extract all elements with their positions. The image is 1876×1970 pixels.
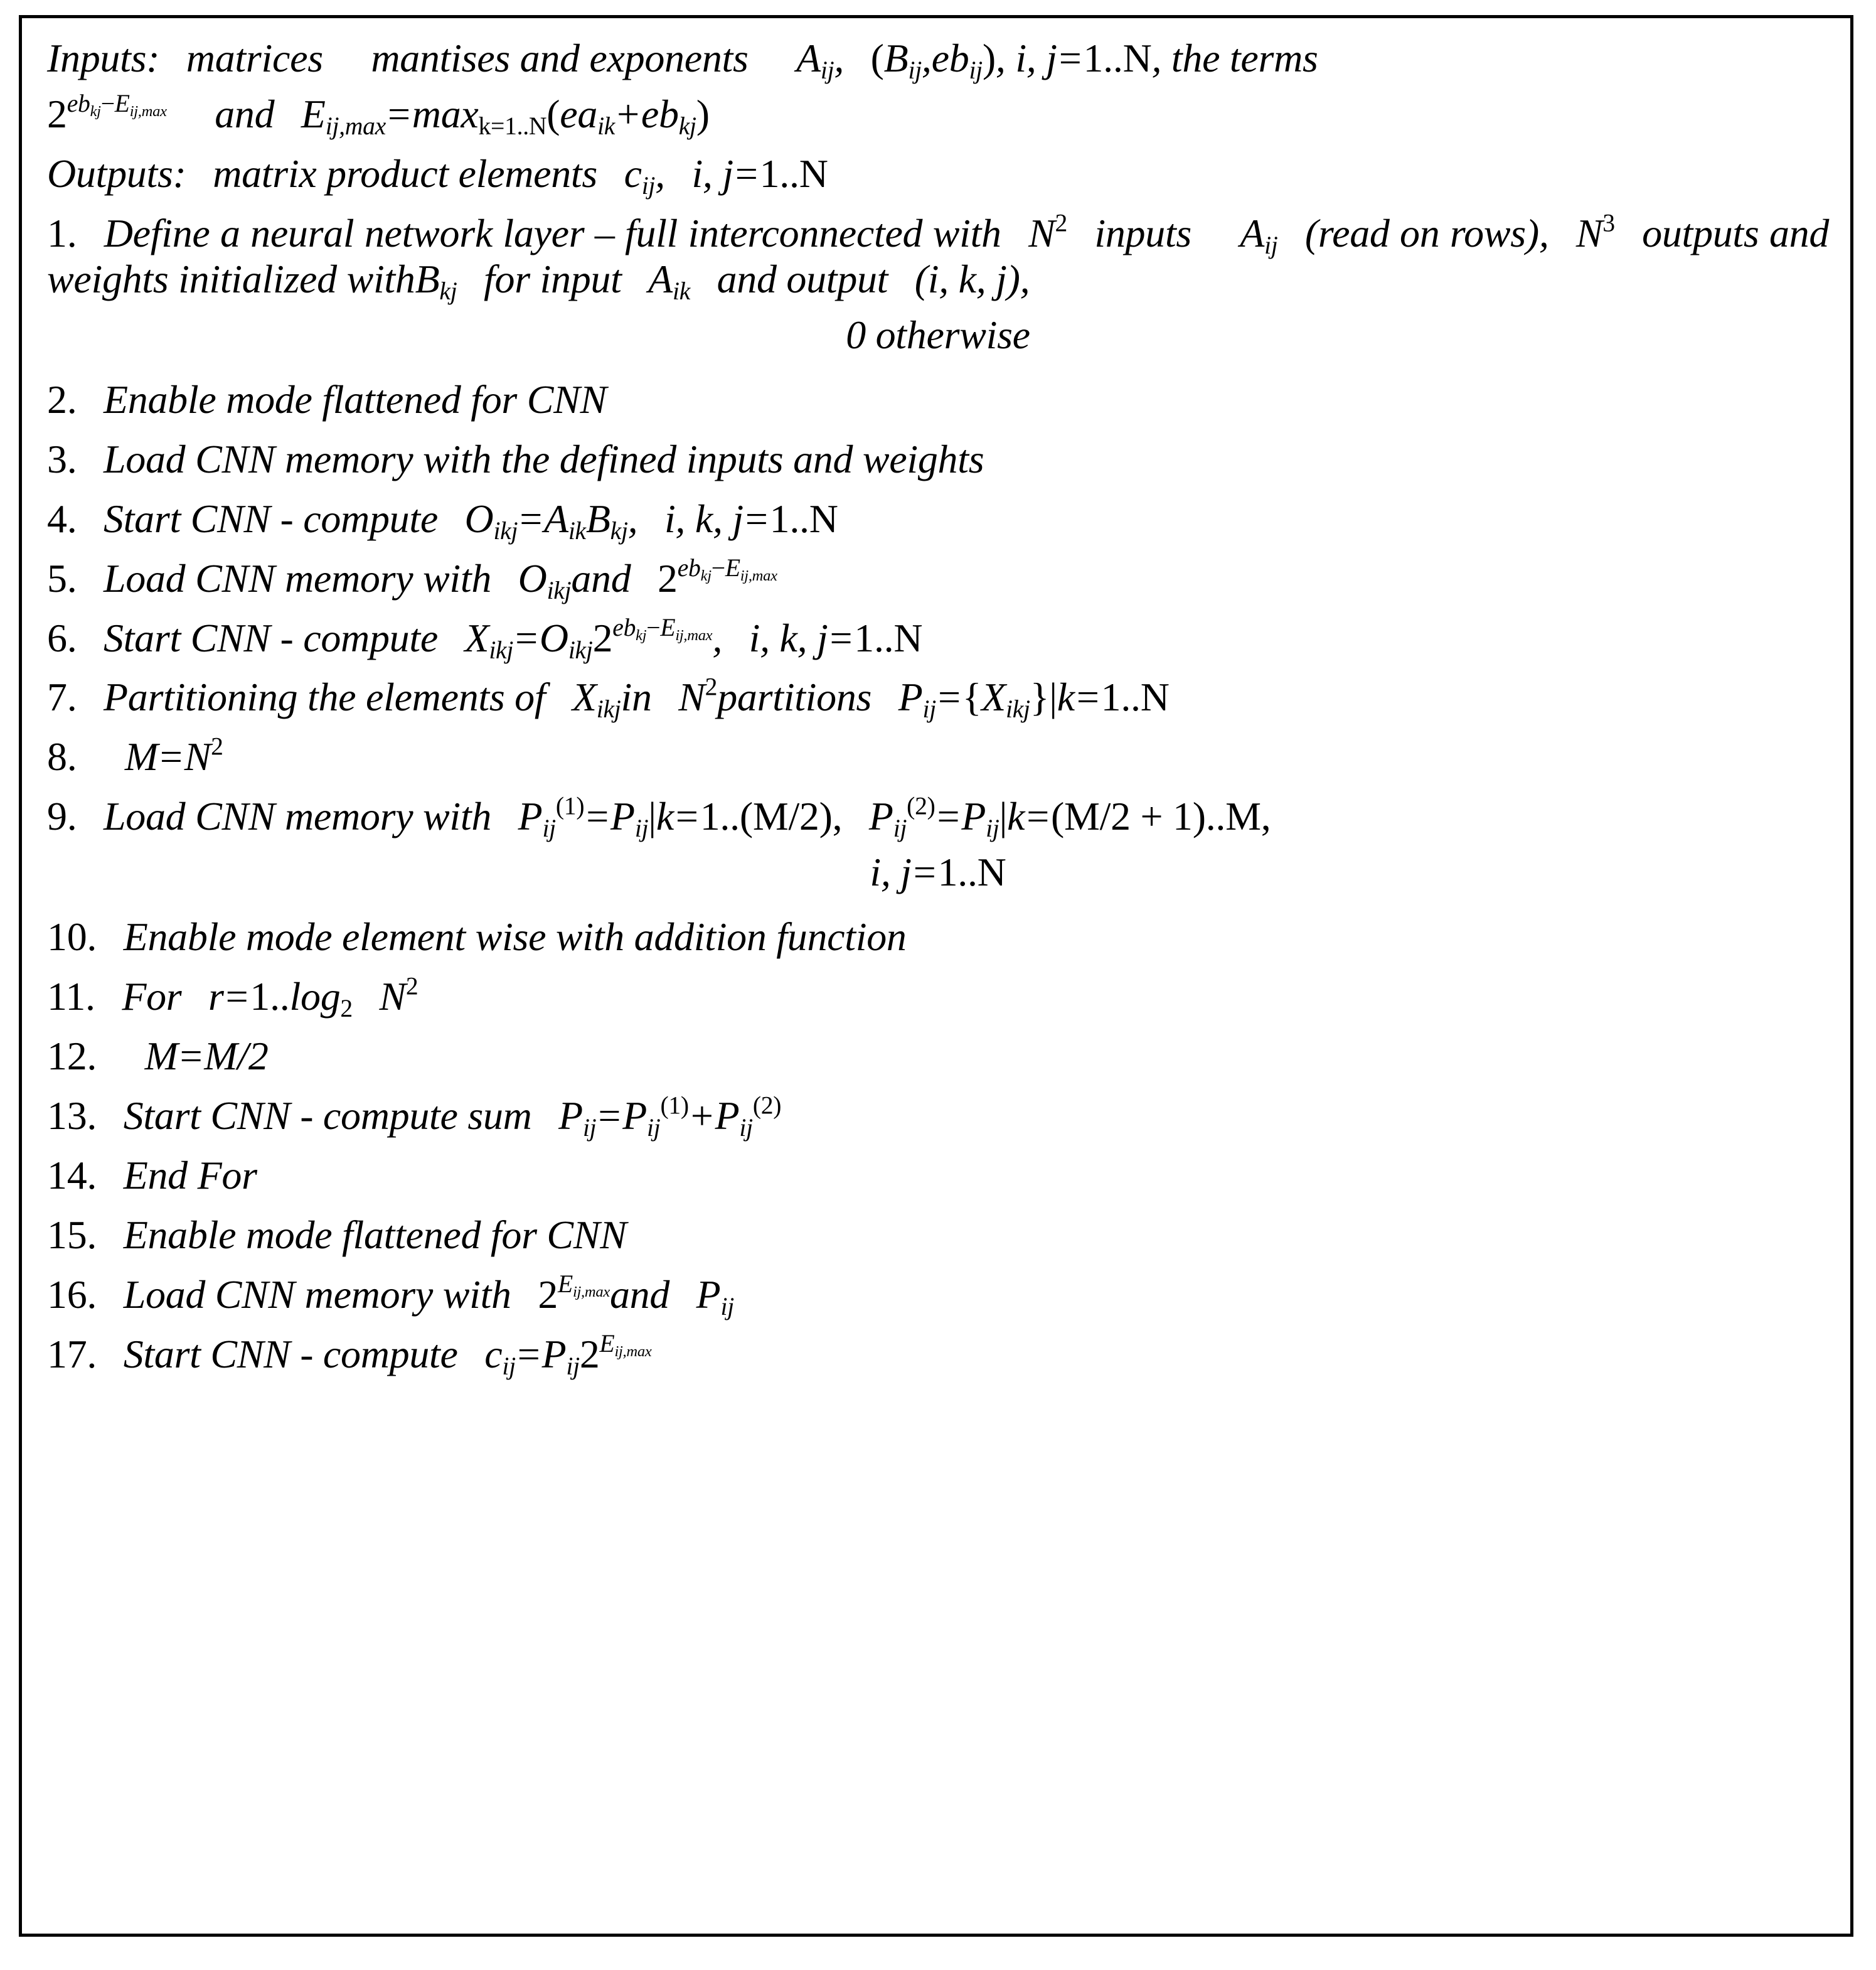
- step-6-base: 2: [592, 615, 613, 660]
- step-4: [47, 496, 1829, 545]
- step-1-n2-exp: 3: [1602, 209, 1615, 237]
- step-9-k-2: k: [1007, 794, 1025, 839]
- step-7-var-p-sub: ij: [922, 695, 936, 724]
- step-7-var-x-sub: ikj: [596, 695, 621, 724]
- step-11-start: 1..: [250, 974, 290, 1019]
- step-17-var-p-sub: ij: [566, 1352, 580, 1381]
- step-5-and: and: [571, 555, 631, 601]
- outputs-line: [47, 151, 1829, 200]
- step-8: [47, 734, 1829, 780]
- step-16-var-p-sub: ij: [720, 1293, 734, 1321]
- inputs-equals: =: [1058, 36, 1082, 80]
- inputs-tail: , the terms: [1151, 36, 1318, 80]
- step-5-var-o-sub: ikj: [546, 576, 572, 604]
- step-1-otherwise-text: 0 otherwise: [846, 312, 1030, 357]
- step-6-number: 6.: [47, 615, 77, 660]
- step-1-var-b-sub: kj: [439, 277, 457, 305]
- outputs-label: Outputs:: [47, 151, 186, 196]
- step-9-var-p1b: P: [610, 794, 635, 839]
- step-1-var-aik-sub: ik: [672, 277, 690, 305]
- algorithm-box: [19, 15, 1853, 1937]
- step-16-exponent: [558, 1270, 610, 1301]
- step-11-equals: =: [225, 974, 248, 1019]
- step-9: [47, 792, 1829, 843]
- step-4-number: 4.: [47, 496, 77, 541]
- step-16-exp-e: E: [558, 1270, 573, 1298]
- max-ea-sub: ik: [597, 112, 616, 141]
- step-7-equals: =: [938, 675, 961, 720]
- step-5-number: 5.: [47, 555, 77, 601]
- step-13-var-p-sub: ij: [582, 1114, 597, 1142]
- step-9-range-1: 1..(M/2),: [700, 794, 843, 839]
- step-11-text: For: [122, 974, 182, 1019]
- step-9-number: 9.: [47, 794, 77, 839]
- inputs-range: 1..N: [1083, 36, 1152, 80]
- step-11-n: N: [379, 974, 406, 1019]
- step-7-n-exp: 2: [705, 673, 718, 701]
- term-base: 2: [47, 91, 67, 136]
- e-var: E: [301, 91, 326, 136]
- step-9-equals-3: =: [937, 794, 960, 839]
- step-10: [47, 914, 1829, 960]
- step-13-var-p: P: [558, 1093, 583, 1138]
- max-ea: ea: [560, 91, 598, 136]
- step-7-text-c: partitions: [717, 675, 872, 720]
- step-1-var-a-sub: ij: [1264, 231, 1278, 259]
- and-word-terms: and: [215, 91, 275, 136]
- max-open: (: [546, 91, 560, 136]
- step-9-text: Load CNN memory with: [103, 794, 492, 839]
- outputs-var-c-sub: ij: [641, 172, 656, 200]
- step-17: [47, 1330, 1829, 1381]
- inputs-var-b-sub: ij: [908, 56, 922, 85]
- step-6-exponent: [612, 613, 713, 644]
- outputs-text: matrix product elements: [213, 151, 598, 196]
- step-5-text: Load CNN memory with: [103, 555, 492, 601]
- step-16-var-p: P: [696, 1272, 721, 1317]
- step-2-number: 2.: [47, 377, 77, 422]
- step-16-number: 16.: [47, 1272, 97, 1317]
- step-7-var-x: X: [572, 675, 597, 720]
- step-1: [47, 209, 1830, 305]
- step-13-plus: +: [690, 1093, 713, 1138]
- step-11-log: log: [289, 974, 341, 1019]
- step-6-var-x-sub: ikj: [489, 636, 514, 664]
- step-6-exp-minus: −: [646, 613, 661, 641]
- step-9-second-vars: i, j: [870, 850, 912, 895]
- inputs-var-a-sub: ij: [820, 56, 834, 85]
- max-close: ): [696, 91, 710, 136]
- step-5-exp-eb: eb: [677, 554, 701, 582]
- step-4-var-a-sub: ik: [568, 517, 586, 545]
- step-10-text: Enable mode element wise with addition function: [123, 914, 907, 960]
- step-13: [47, 1091, 1829, 1142]
- step-8-number: 8.: [47, 734, 77, 779]
- step-13-text: Start CNN - compute sum: [123, 1093, 532, 1138]
- step-12: [47, 1034, 1829, 1079]
- step-1-text-d: outputs and weights initialized with: [47, 210, 1830, 301]
- inputs-var-a: A: [796, 36, 821, 80]
- step-13-var-p2: P: [715, 1093, 740, 1138]
- step-9-k: k: [656, 794, 674, 839]
- step-1-n: N: [1028, 210, 1055, 255]
- step-11-log-base: 2: [340, 995, 353, 1023]
- inputs-line: [47, 36, 1829, 85]
- inputs-var-b: B: [883, 36, 909, 80]
- max-eb-sub: kj: [678, 112, 696, 141]
- step-1-var-b: B: [415, 256, 440, 301]
- step-17-var-c: c: [484, 1331, 503, 1376]
- inputs-var-eb: eb: [931, 36, 969, 80]
- step-6-range-vars: i, k, j: [749, 615, 828, 660]
- e-equals: =: [387, 91, 410, 136]
- step-13-var-p1-sup: (1): [660, 1091, 689, 1120]
- step-6-var-o: O: [539, 615, 568, 660]
- step-12-number: 12.: [47, 1034, 97, 1079]
- step-1-text-c: (read on rows),: [1304, 210, 1549, 255]
- step-12-var-m: M: [144, 1034, 178, 1079]
- step-15-text: Enable mode flattened for CNN: [123, 1213, 627, 1258]
- step-13-var-p2-sup: (2): [752, 1091, 782, 1120]
- step-1-text-e: for input: [484, 256, 622, 301]
- step-16-and: and: [609, 1272, 670, 1317]
- inputs-paren-open: (: [870, 36, 884, 80]
- terms-line: [47, 90, 1829, 141]
- step-4-var-b: B: [585, 496, 610, 541]
- step-9-second-equals: =: [913, 850, 936, 895]
- step-4-range: 1..N: [769, 496, 838, 541]
- step-8-n: N: [184, 734, 211, 779]
- step-16-text: Load CNN memory with: [123, 1272, 511, 1317]
- step-6-equals: =: [515, 615, 538, 660]
- step-9-var-p2-sup: (2): [907, 792, 935, 820]
- step-13-equals: =: [598, 1093, 621, 1138]
- step-1-var-a: A: [1240, 210, 1265, 255]
- step-7-text-b: in: [621, 675, 652, 720]
- inputs-text-mantises: mantises and exponents: [371, 36, 749, 80]
- step-1-var-aik: A: [648, 256, 673, 301]
- step-4-range-vars: i, k, j: [664, 496, 743, 541]
- step-6-exp-eb-sub: kj: [636, 626, 647, 644]
- step-17-var-p: P: [541, 1331, 567, 1376]
- step-7-brace-open: {: [962, 675, 982, 720]
- step-1-n-exp: 2: [1055, 209, 1068, 237]
- outputs-range-vars: i, j: [691, 151, 733, 196]
- step-17-equals: =: [517, 1331, 540, 1376]
- step-6: [47, 613, 1829, 664]
- step-16-exp-e-sub: ij,max: [572, 1283, 610, 1301]
- step-9-second-range: 1..N: [937, 850, 1006, 895]
- step-8-equals: =: [159, 734, 183, 779]
- step-6-exp-e: E: [660, 613, 676, 641]
- step-7-number: 7.: [47, 675, 77, 720]
- step-15-number: 15.: [47, 1213, 97, 1258]
- step-7-var-x2-sub: ikj: [1006, 695, 1030, 724]
- step-9-bar-2: |: [999, 794, 1008, 839]
- step-7-brace-close: }: [1030, 675, 1050, 720]
- step-7-equals-2: =: [1076, 675, 1099, 720]
- step-11-number: 11.: [47, 974, 95, 1019]
- step-9-equals-4: =: [1026, 794, 1049, 839]
- step-4-equals-2: =: [745, 496, 768, 541]
- step-5: [47, 556, 1829, 602]
- step-7-text-a: Partitioning the elements of: [103, 675, 546, 720]
- outputs-range: 1..N: [759, 151, 828, 196]
- step-9-var-p1-sup: (1): [555, 792, 585, 820]
- step-9-var-p2b: P: [961, 794, 986, 839]
- step-8-var-m: M: [124, 734, 158, 779]
- step-5-exp-e: E: [725, 554, 740, 582]
- inputs-label: Inputs:: [47, 36, 160, 80]
- step-6-range: 1..N: [854, 615, 923, 660]
- step-7: [47, 673, 1829, 724]
- max-plus: +: [617, 91, 639, 136]
- outputs-comma: ,: [655, 151, 665, 196]
- step-17-base: 2: [579, 1331, 600, 1376]
- step-9-var-p2-sub: ij: [893, 815, 907, 843]
- outputs-equals: =: [735, 151, 758, 196]
- step-3-number: 3.: [47, 436, 77, 481]
- step-9-var-p1: P: [518, 794, 543, 839]
- step-17-text: Start CNN - compute: [123, 1331, 458, 1376]
- step-5-base: 2: [658, 555, 678, 601]
- step-9-bar: |: [648, 794, 656, 839]
- step-2-text: Enable mode flattened for CNN: [103, 377, 607, 422]
- step-6-equals-2: =: [829, 615, 853, 660]
- step-7-k: k: [1057, 675, 1075, 720]
- step-12-expr: M/2: [204, 1034, 269, 1079]
- step-4-comma: ,: [627, 496, 638, 541]
- step-4-text: Start CNN - compute: [103, 496, 438, 541]
- step-14: [47, 1153, 1829, 1199]
- max-sub: k=1..N: [478, 112, 547, 141]
- term-exp-e: E: [114, 90, 130, 118]
- step-17-var-c-sub: ij: [502, 1352, 516, 1381]
- step-1-otherwise: [47, 313, 1829, 358]
- step-7-var-p: P: [898, 675, 923, 720]
- inputs-comma-1: ,: [921, 36, 932, 80]
- step-1-text-a: Define a neural network layer – full interconnected with: [104, 210, 1001, 255]
- step-13-var-p2-sub: ij: [739, 1114, 753, 1142]
- step-15: [47, 1213, 1829, 1258]
- step-6-text: Start CNN - compute: [103, 615, 438, 660]
- step-7-bar: |: [1049, 675, 1057, 720]
- step-1-tuple: (i, k, j),: [914, 256, 1030, 301]
- e-var-sub: ij,max: [325, 112, 386, 141]
- step-4-var-a: A: [544, 496, 568, 541]
- step-4-equals: =: [520, 496, 543, 541]
- step-1-number: 1.: [47, 210, 77, 255]
- algorithm-content: [22, 18, 1850, 1400]
- step-17-exp-e: E: [599, 1330, 615, 1358]
- step-9-equals-2: =: [675, 794, 698, 839]
- step-6-exp-e-sub: ij,max: [675, 626, 713, 644]
- step-13-number: 13.: [47, 1093, 97, 1138]
- step-17-exponent: [599, 1330, 652, 1361]
- step-9-var-p1b-sub: ij: [634, 815, 649, 843]
- step-12-equals: =: [179, 1034, 203, 1079]
- step-3: [47, 437, 1829, 483]
- step-4-var-o-sub: ikj: [493, 517, 518, 545]
- step-16: [47, 1270, 1829, 1321]
- inputs-text-matrices: matrices: [186, 36, 323, 80]
- step-6-var-x: X: [464, 615, 489, 660]
- term-exp-eb: eb: [67, 90, 90, 118]
- step-7-range: 1..N: [1101, 675, 1170, 720]
- step-17-number: 17.: [47, 1331, 97, 1376]
- term-exp-e-sub: ij,max: [129, 103, 167, 120]
- term-exponent: [67, 90, 167, 120]
- term-exp-eb-sub: kj: [90, 103, 101, 120]
- inputs-var-eb-sub: ij: [969, 56, 983, 85]
- step-9-var-p1-sub: ij: [542, 815, 556, 843]
- max-eb: eb: [641, 91, 679, 136]
- step-1-text-b: inputs: [1094, 210, 1192, 255]
- step-13-var-p1-sub: ij: [647, 1114, 661, 1142]
- inputs-comma-a: ,: [834, 36, 845, 80]
- step-8-n-exp: 2: [211, 732, 223, 761]
- step-1-text-f: and output: [717, 256, 888, 301]
- outputs-var-c: c: [624, 151, 642, 196]
- step-9-second-line: [47, 850, 1829, 896]
- step-6-comma: ,: [712, 615, 723, 660]
- step-7-var-x2: X: [981, 675, 1006, 720]
- step-9-var-p2b-sub: ij: [986, 815, 999, 843]
- step-5-exp-eb-sub: kj: [700, 567, 711, 584]
- step-5-exponent: [678, 554, 777, 582]
- step-9-equals: =: [586, 794, 609, 839]
- step-6-exp-eb: eb: [612, 613, 636, 641]
- step-14-number: 14.: [47, 1153, 97, 1198]
- step-11-n-exp: 2: [405, 972, 418, 1000]
- inputs-range-vars: i, j: [1015, 36, 1057, 80]
- step-2: [47, 377, 1829, 423]
- step-7-n: N: [678, 675, 705, 720]
- step-11: [47, 972, 1829, 1023]
- step-14-text: End For: [123, 1153, 257, 1198]
- step-16-base: 2: [538, 1272, 558, 1317]
- step-4-var-o: O: [464, 496, 494, 541]
- max-word: max: [412, 91, 479, 136]
- step-13-var-p1: P: [622, 1093, 647, 1138]
- inputs-paren-close: ): [982, 36, 996, 80]
- step-3-text: Load CNN memory with the defined inputs and weights: [103, 436, 984, 481]
- step-5-exp-e-sub: ij,max: [740, 567, 777, 584]
- inputs-comma-2: ,: [995, 36, 1006, 80]
- step-5-exp-minus: −: [711, 554, 725, 582]
- step-6-var-o-sub: ikj: [568, 636, 593, 664]
- step-11-r: r: [208, 974, 224, 1019]
- step-17-exp-e-sub: ij,max: [614, 1343, 652, 1361]
- step-5-var-o: O: [518, 555, 547, 601]
- step-9-var-p2: P: [868, 794, 893, 839]
- step-4-var-b-sub: kj: [610, 517, 628, 545]
- step-1-n2: N: [1575, 210, 1603, 255]
- term-exp-minus: −: [100, 90, 115, 118]
- step-9-range-2: (M/2 + 1)..M,: [1051, 794, 1271, 839]
- step-10-number: 10.: [47, 914, 97, 960]
